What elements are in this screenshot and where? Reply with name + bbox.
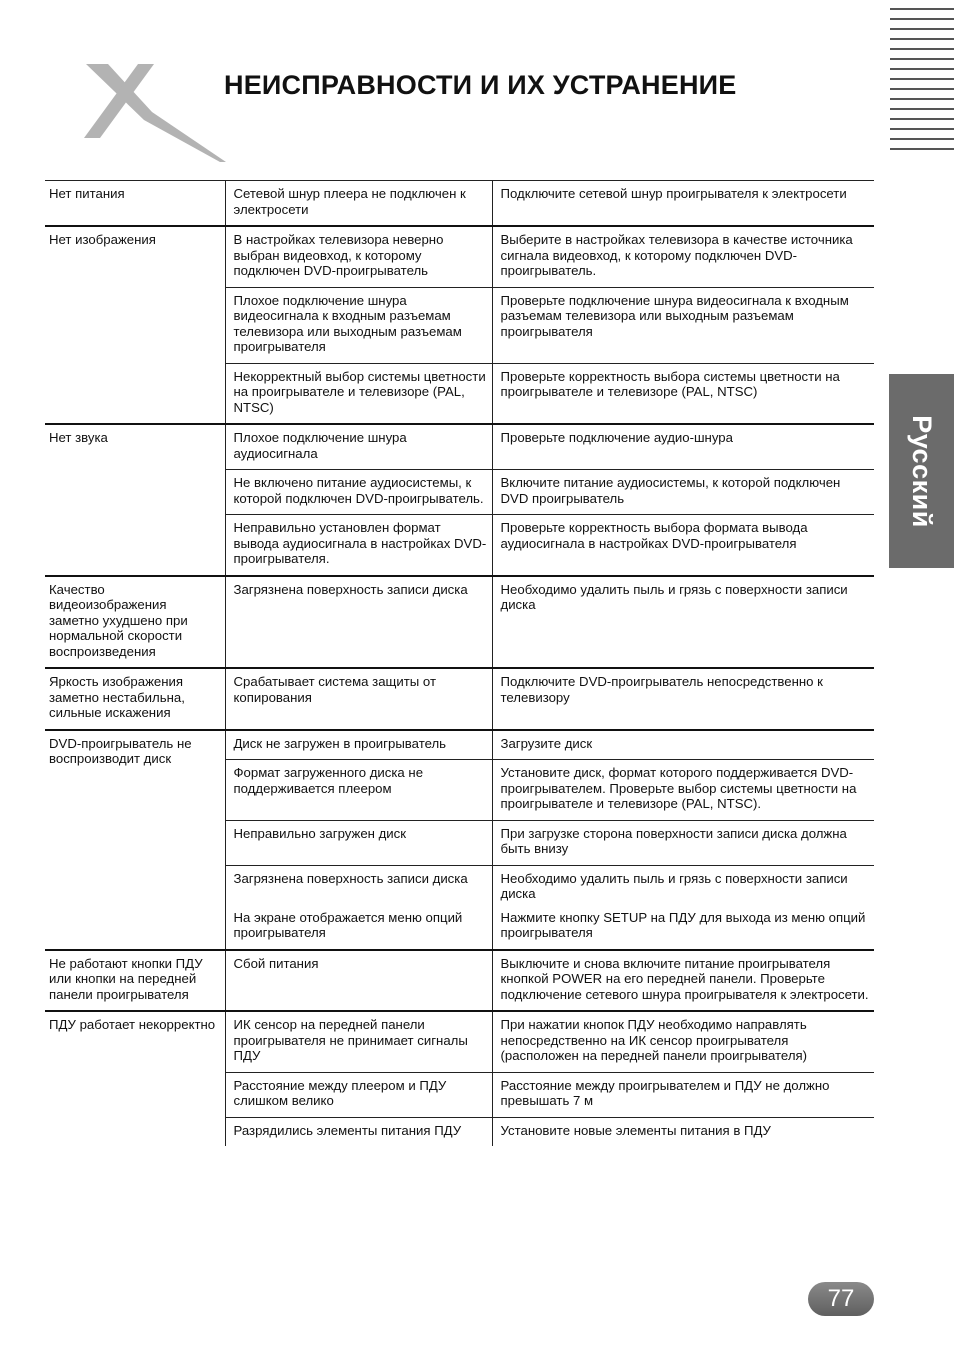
solution-cell: Подключите DVD-проигрыватель непосредственно к телевизору <box>492 668 874 730</box>
cause-cell: Диск не загружен в проигрыватель <box>225 730 492 760</box>
language-tab <box>889 374 954 568</box>
problem-cell: ПДУ работает некорректно <box>45 1011 225 1146</box>
solution-cell: Выключите и снова включите питание проигрывателя кнопкой POWER на его передней панели. Проверьте подключение сетевого шнура проигрывателя к электросети. <box>492 950 874 1012</box>
solution-cell: При нажатии кнопок ПДУ необходимо направлять непосредственно на ИК сенсор проигрывателя (расположен на передней панели проигрывателя) <box>492 1011 874 1072</box>
decorative-stripes <box>890 8 954 158</box>
cause-cell: Не включено питание аудиосистемы, к которой подключен DVD-проигрыватель. <box>225 470 492 515</box>
table-row <box>45 730 874 760</box>
problem-cell: Нет звука <box>45 424 225 576</box>
cause-cell: Неправильно загружен диск <box>225 820 492 865</box>
solution-cell: Необходимо удалить пыль и грязь с поверхности записи диска <box>492 865 874 910</box>
solution-cell: Расстояние между проигрывателем и ПДУ не должно превышать 7 м <box>492 1072 874 1117</box>
solution-cell: Проверьте подключение шнура видеосигнала к входным разъемам телевизора или выходным разъемам проигрывателя <box>492 287 874 363</box>
cause-cell: Загрязнена поверхность записи диска <box>225 576 492 669</box>
problem-cell: DVD-проигрыватель не воспроизводит диск <box>45 730 225 950</box>
cause-cell: Формат загруженного диска не поддерживается плеером <box>225 760 492 821</box>
page-title: НЕИСПРАВНОСТИ И ИХ УСТРАНЕНИЕ <box>224 70 737 100</box>
cause-cell: На экране отображается меню опций проигрывателя <box>225 910 492 950</box>
x-logo-icon <box>78 58 230 166</box>
language-label: Русский <box>907 414 938 528</box>
table-row <box>45 950 874 1012</box>
table-row <box>45 181 874 227</box>
problem-cell: Нет изображения <box>45 226 225 424</box>
cause-cell: Срабатывает система защиты от копирования <box>225 668 492 730</box>
cause-cell: В настройках телевизора неверно выбран видеовход, к которому подключен DVD-проигрыватель <box>225 226 492 287</box>
solution-cell: Установите диск, формат которого поддерживается DVD-проигрывателем. Проверьте выбор системы цветности на проигрывателе и телевизоре (PAL, NTSC). <box>492 760 874 821</box>
cause-cell: Сбой питания <box>225 950 492 1012</box>
solution-cell: Проверьте корректность выбора системы цветности на проигрывателе и телевизоре (PAL, NTSC) <box>492 363 874 424</box>
cause-cell: Сетевой шнур плеера не подключен к электросети <box>225 181 492 227</box>
cause-cell: ИК сенсор на передней панели проигрывателя не принимает сигналы ПДУ <box>225 1011 492 1072</box>
cause-cell: Неправильно установлен формат вывода аудиосигнала в настройках DVD-проигрывателя. <box>225 515 492 576</box>
table-row <box>45 576 874 669</box>
solution-cell: Выберите в настройках телевизора в качестве источника сигнала видеовход, к которому подключен DVD-проигрыватель. <box>492 226 874 287</box>
solution-cell: Нажмите кнопку SETUP на ПДУ для выхода из меню опций проигрывателя <box>492 910 874 950</box>
troubleshooting-table <box>45 180 874 1146</box>
solution-cell: Проверьте корректность выбора формата вывода аудиосигнала в настройках DVD-проигрывателя <box>492 515 874 576</box>
troubleshooting-table-body <box>45 181 874 1147</box>
cause-cell: Плохое подключение шнура аудиосигнала <box>225 424 492 470</box>
solution-cell: При загрузке сторона поверхности записи диска должна быть внизу <box>492 820 874 865</box>
problem-cell: Яркость изображения заметно нестабильна, сильные искажения <box>45 668 225 730</box>
table-row <box>45 1011 874 1072</box>
cause-cell: Плохое подключение шнура видеосигнала к входным разъемам телевизора или выходным разъемам проигрывателя <box>225 287 492 363</box>
cause-cell: Загрязнена поверхность записи диска <box>225 865 492 910</box>
cause-cell: Разрядились элементы питания ПДУ <box>225 1117 492 1146</box>
solution-cell: Установите новые элементы питания в ПДУ <box>492 1117 874 1146</box>
table-row <box>45 424 874 470</box>
solution-cell: Включите питание аудиосистемы, к которой подключен DVD проигрыватель <box>492 470 874 515</box>
table-row <box>45 226 874 287</box>
table-row <box>45 668 874 730</box>
solution-cell: Загрузите диск <box>492 730 874 760</box>
page-number: 77 <box>808 1282 874 1316</box>
solution-cell: Необходимо удалить пыль и грязь с поверхности записи диска <box>492 576 874 669</box>
problem-cell: Нет питания <box>45 181 225 227</box>
problem-cell: Качество видеоизображения заметно ухудшено при нормальной скорости воспроизведения <box>45 576 225 669</box>
solution-cell: Подключите сетевой шнур проигрывателя к электросети <box>492 181 874 227</box>
cause-cell: Расстояние между плеером и ПДУ слишком велико <box>225 1072 492 1117</box>
problem-cell: Не работают кнопки ПДУ или кнопки на передней панели проигрывателя <box>45 950 225 1012</box>
cause-cell: Некорректный выбор системы цветности на проигрывателе и телевизоре (PAL, NTSC) <box>225 363 492 424</box>
solution-cell: Проверьте подключение аудио-шнура <box>492 424 874 470</box>
